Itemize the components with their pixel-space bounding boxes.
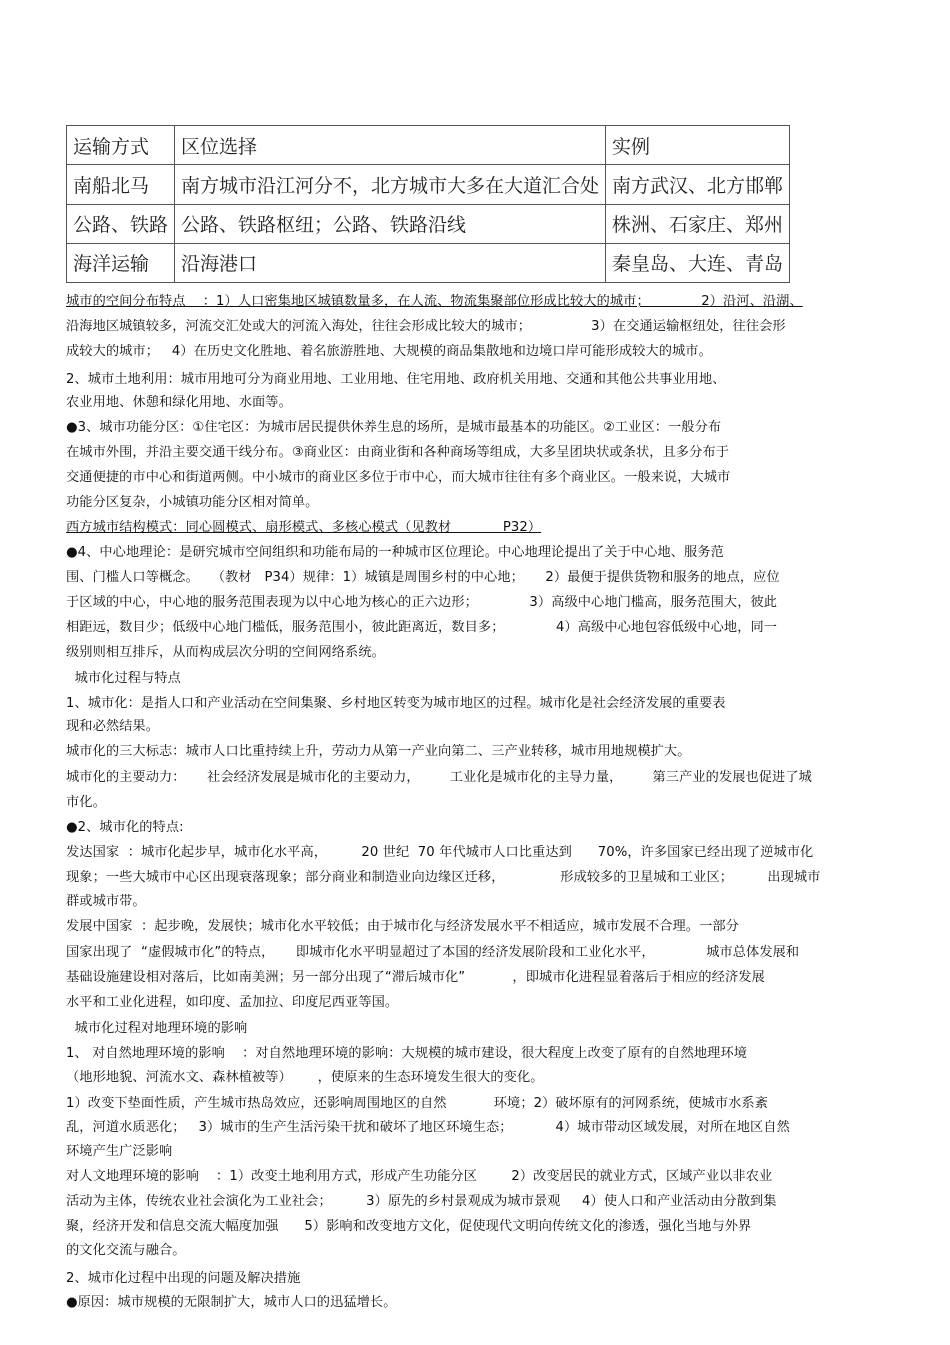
text-line: 城市化的主要动力： 社会经济发展是城市化的主要动力， 工业化是城市化的主导力量， 第三产业的发展也促进了城	[66, 770, 812, 785]
table-cell: 沿海港口	[175, 243, 606, 282]
text-line: 市化。	[66, 795, 106, 810]
table-header-cell: 运输方式	[67, 126, 175, 165]
text-line: 沿海地区城镇较多，河流交汇处或大的河流入海处，往往会形成比较大的城市； 3）在交通运输枢纽处，往往会形	[66, 319, 786, 334]
text-line: 西方城市结构模式：同心圆模式、扇形模式、多核心模式（见教材 P32）	[66, 520, 542, 535]
text-line: 交通便捷的市中心和街道两侧。中小城市的商业区多位于市中心，而大城市往往有多个商业区。一般来说，大城市	[66, 470, 731, 485]
table-cell: 南船北马	[67, 165, 175, 204]
text-line: 对人文地理环境的影响 ：1）改变土地利用方式，形成产生功能分区 2）改变居民的就业方式，区域产业以非农业	[66, 1169, 773, 1184]
text-line: 发展中国家 ：起步晚，发展快；城市化水平较低；由于城市化与经济发展水平不相适应，城市发展不合理。一部分	[66, 919, 739, 934]
table-cell: 南方城市沿江河分不，北方城市大多在大道汇合处	[175, 165, 606, 204]
text-line: 成较大的城市； 4）在历史文化胜地、着名旅游胜地、大规模的商品集散地和边境口岸可能形成较大的城市。	[66, 344, 712, 359]
text-line: 国家出现了 “虚假城市化”的特点， 即城市化水平明显超过了本国的经济发展阶段和工业化水平， 城市总体发展和	[66, 945, 800, 960]
text-line: 水平和工业化进程，如印度、孟加拉、印度尼西亚等国。	[66, 995, 399, 1010]
text-line: 城市化的三大标志：城市人口比重持续上升，劳动力从第一产业向第二、三产业转移，城市用地规模扩大。	[66, 744, 691, 759]
table-cell: 公路、铁路枢纽；公路、铁路沿线	[175, 204, 606, 243]
text-line: 乱，河道水质恶化； 3）城市的生产生活污染干扰和破坏了地区环境生态； 4）城市带动区域发展，对所在地区自然	[66, 1120, 790, 1135]
section-heading: 城市化过程对地理环境的影响	[66, 1021, 248, 1036]
section-heading: 2、城市化过程中出现的问题及解决措施	[66, 1271, 301, 1286]
transport-location-table	[66, 125, 790, 283]
text-line: 1、城市化：是指人口和产业活动在空间集聚、乡村地区转变为城市地区的过程。城市化是社会经济发展的重要表	[66, 696, 726, 711]
table-cell: 株洲、石家庄、郑州	[606, 204, 790, 243]
text-line: 城市的空间分布特点 ：1）人口密集地区城镇数量多，在人流、物流集聚部位形成比较大的城市； 2）沿河、沿湖、	[66, 294, 803, 309]
text-line: 于区域的中心，中心地的服务范围表现为以中心地为核心的正六边形； 3）高级中心地门槛高，服务范围大，彼此	[66, 595, 778, 610]
text-line: 相距远，数目少；低级中心地门槛低，服务范围小，彼此距离近，数目多； 4）高级中心地包容低级中心地，同一	[66, 620, 778, 635]
table-row	[67, 165, 790, 204]
text-line: 环境产生广泛影响	[66, 1144, 173, 1159]
text-line: 现和必然结果。	[66, 719, 160, 734]
table-cell: 秦皇岛、大连、青岛	[606, 243, 790, 282]
text-line: 聚，经济开发和信息交流大幅度加强 5）影响和改变地方文化，促使现代文明向传统文化的渗透，强化当地与外界	[66, 1219, 752, 1234]
text-line: ●2、城市化的特点:	[66, 820, 184, 835]
text-line: ●原因：城市规模的无限制扩大，城市人口的迅猛增长。	[66, 1295, 397, 1310]
text-line: 发达国家 ：城市化起步早，城市化水平高， 20 世纪 70 年代城市人口比重达到 70%，许多国家已经出现了逆城市化	[66, 845, 814, 860]
table-header-cell: 区位选择	[175, 126, 606, 165]
table-header-row	[67, 126, 790, 165]
text-line: 群或城市带。	[66, 894, 146, 909]
text-line: 基础设施建设相对落后，比如南美洲；另一部分出现了“滞后城市化” ，即城市化进程显着落后于相应的经济发展	[66, 970, 765, 985]
text-line: 功能分区复杂，小城镇功能分区相对简单。	[66, 495, 319, 510]
table-row	[67, 204, 790, 243]
text-line: 级别则相互排斥，从而构成层次分明的空间网络系统。	[66, 645, 385, 660]
text-line: ●3、城市功能分区：①住宅区：为城市居民提供休养生息的场所，是城市最基本的功能区。②工业区：一般分布	[66, 420, 722, 435]
text-line: 的文化交流与融合。	[66, 1243, 186, 1258]
text-line: 农业用地、休憩和绿化用地、水面等。	[66, 395, 292, 410]
text-line: 现象；一些大城市中心区出现衰落现象；部分商业和制造业向边缘区迁移， 形成较多的卫星城和工业区； 出现城市	[66, 870, 821, 885]
text-line: 2、城市土地利用：城市用地可分为商业用地、工业用地、住宅用地、政府机关用地、交通和其他公共事业用地、	[66, 372, 726, 387]
section-heading: 城市化过程与特点	[66, 671, 181, 686]
table-cell: 海洋运输	[67, 243, 175, 282]
text-line: （地形地貌、河流水文、森林植被等） ，使原来的生态环境发生很大的变化。	[66, 1070, 544, 1085]
table-header-cell: 实例	[606, 126, 790, 165]
table-row	[67, 243, 790, 282]
text-line: 围、门槛人口等概念。 （教材 P34）规律：1）城镇是周围乡村的中心地； 2）最便于提供货物和服务的地点，应位	[66, 570, 780, 585]
text-line: 1）改变下垫面性质，产生城市热岛效应，还影响周围地区的自然 环境；2）破坏原有的河网系统，使城市水系紊	[66, 1096, 768, 1111]
text-line: ●4、中心地理论：是研究城市空间组织和功能布局的一种城市区位理论。中心地理论提出了关于中心地、服务范	[66, 545, 724, 560]
text-line: 1、 对自然地理环境的影响 ：对自然地理环境的影响：大规模的城市建设，很大程度上改变了原有的自然地理环境	[66, 1046, 748, 1061]
table-cell: 公路、铁路	[67, 204, 175, 243]
table-cell: 南方武汉、北方邯郸	[606, 165, 790, 204]
text-line: 活动为主体，传统农业社会演化为工业社会； 3）原先的乡村景观成为城市景观 4）使人口和产业活动由分散到集	[66, 1194, 777, 1209]
text-line: 在城市外围，并沿主要交通干线分布。③商业区：由商业街和各种商场等组成，大多呈团块状或条状，且多分布于	[66, 445, 730, 460]
